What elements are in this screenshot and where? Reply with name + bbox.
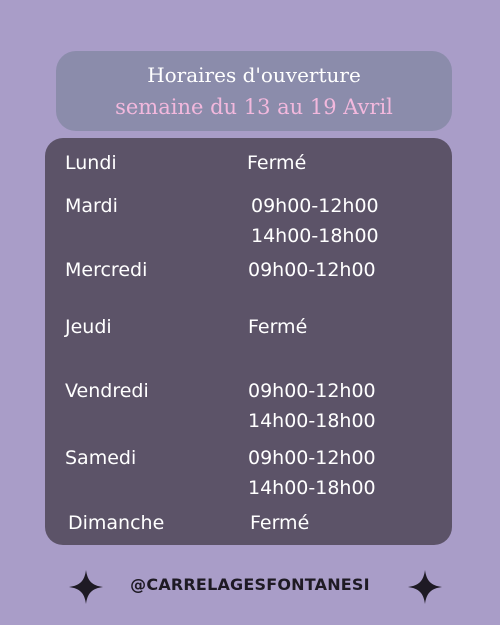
hours-line: 14h00-18h00 <box>248 477 376 499</box>
four-point-star-icon <box>408 570 442 604</box>
hours-line: Fermé <box>250 512 310 534</box>
hours-line: Fermé <box>247 152 307 174</box>
footer <box>0 570 500 602</box>
day-label: Lundi <box>65 152 117 174</box>
day-label: Mardi <box>65 195 118 217</box>
header-card <box>56 51 452 131</box>
day-label: Dimanche <box>68 512 165 534</box>
day-label: Mercredi <box>65 259 148 281</box>
hours-line: 09h00-12h00 <box>248 447 376 469</box>
hours-line: 09h00-12h00 <box>251 195 379 217</box>
schedule-panel <box>45 138 452 545</box>
week-subtitle: semaine du 13 au 19 Avril <box>115 95 393 119</box>
hours-line: 14h00-18h00 <box>251 225 379 247</box>
hours-line: 09h00-12h00 <box>248 259 376 281</box>
hours-line: Fermé <box>248 316 308 338</box>
day-label: Samedi <box>65 447 137 469</box>
day-label: Jeudi <box>65 316 112 338</box>
page-title: Horaires d'ouverture <box>147 63 361 87</box>
hours-line: 14h00-18h00 <box>248 410 376 432</box>
social-handle: @CARRELAGESFONTANESI <box>130 575 370 594</box>
hours-line: 09h00-12h00 <box>248 380 376 402</box>
day-label: Vendredi <box>65 380 149 402</box>
